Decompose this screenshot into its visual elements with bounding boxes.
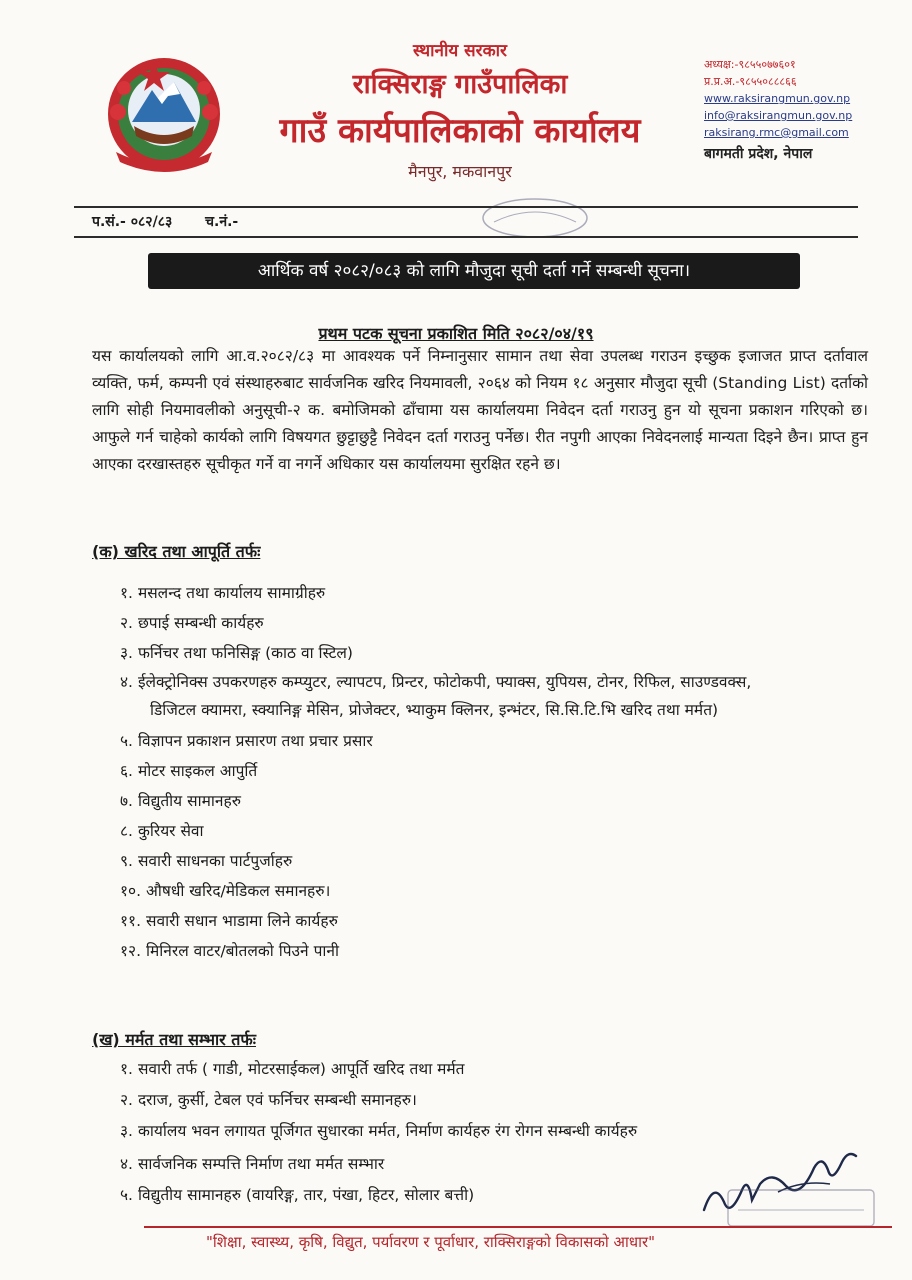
phone-chair: अध्यक्ष:-९८५५०७७६०१ <box>704 58 796 71</box>
item-text: विद्युतीय सामानहरु <box>137 792 241 810</box>
list-item <box>120 1116 637 1149</box>
published-date-text: प्रथम पटक सूचना प्रकाशित मिति २०८२/०४/१९ <box>318 324 594 343</box>
published-date <box>0 322 912 344</box>
item-number: १. <box>120 584 133 602</box>
notice-title-bar: आर्थिक वर्ष २०८२/०८३ को लागि मौजुदा सूची दर्ता गर्ने सम्बन्धी सूचना। <box>148 253 800 289</box>
list-item <box>120 906 751 936</box>
list-item <box>120 786 751 816</box>
office-location: मैनपुर, मकवानपुर <box>408 162 512 181</box>
item-number: ४. <box>120 1155 133 1173</box>
item-text: सवारी तर्फ ( गाडी, मोटरसाईकल) आपूर्ति खरिद तथा मर्मत <box>137 1060 465 1078</box>
list-item <box>120 668 751 726</box>
item-text: मोटर साइकल आपुर्ति <box>137 762 258 780</box>
reference-ps: प.सं.- ०८२/८३ <box>92 214 173 230</box>
item-text: सवारी साधनका पार्टपुर्जाहरु <box>137 852 293 870</box>
list-item <box>120 846 751 876</box>
list-item <box>120 638 751 668</box>
signature-stamp-icon <box>726 1186 876 1230</box>
item-number: ८. <box>120 822 133 840</box>
office-stamp-icon <box>480 196 590 240</box>
website-link[interactable]: www.raksirangmun.gov.np <box>704 92 851 105</box>
item-text: कुरियर सेवा <box>137 822 204 840</box>
item-text: ईलेक्ट्रोनिक्स उपकरणहरु कम्प्युटर, ल्यापटप, प्रिन्टर, फोटोकपी, फ्याक्स, युपियस, टोनर, रिफिल, साउण्डवक्स, <box>137 673 752 691</box>
reference-cn: च.नं.- <box>205 214 239 230</box>
item-text: सवारी सधान भाडामा लिने कार्यहरु <box>146 912 338 930</box>
list-item <box>120 726 751 756</box>
letterhead-title <box>240 38 680 188</box>
divider-bottom <box>74 236 858 238</box>
list-item <box>120 578 751 608</box>
contact-block <box>704 56 904 167</box>
intro-paragraph: यस कार्यालयको लागि आ.व.२०८२/८३ मा आवश्यक पर्ने निम्नानुसार सामान तथा सेवा उपलब्ध गराउन इच्छुक इजाजत प्राप्त दर्तावाल व्यक्ति, फर्म, कम्पनी एवं संस्थाहरुबाट सार्वजनिक खरिद नियमावली, २०६४ को नियम १८ अनुसार मौजुदा सूची (Standing List) दर्ताको लागि सोही नियमावलीको अनुसूची-२ क. बमोजिमको ढाँचामा यस कार्यालयमा निवेदन दर्ता गराउनु हुन यो सूचना प्रकाशन गरिएको छ। आफुले गर्न चाहेको कार्यको लागि विषयगत छुट्टाछुट्टै निवेदन दर्ता गराउनु पर्नेछ। रीत नपुगी आएका निवेदनलाई मान्यता दिइने छैन। प्राप्त हुन आएका दरखास्तहरु सूचीकृत गर्ने वा नगर्ने अधिकार यस कार्यालयमा सुरक्षित रहने छ। <box>92 347 868 473</box>
item-number: २. <box>120 614 133 632</box>
item-text: छपाई सम्बन्धी कार्यहरु <box>137 614 264 632</box>
item-number: ६. <box>120 762 133 780</box>
email-info-link[interactable]: info@raksirangmun.gov.np <box>704 109 853 122</box>
section-a-title: (क) खरिद तथा आपूर्ति तर्फः <box>92 542 261 561</box>
item-number: १२. <box>120 942 142 960</box>
list-item <box>120 1054 637 1085</box>
item-text-continued: डिजिटल क्यामरा, स्क्यानिङ्ग मेसिन, प्रोजेक्टर, भ्याकुम क्लिनर, इन्भंटर, सि.सि.टि.भि खरिद तथा मर्मत) <box>150 701 719 719</box>
email-rmc-link[interactable]: raksirang.rmc@gmail.com <box>704 126 849 139</box>
province: बागमती प्रदेश, नेपाल <box>704 146 813 162</box>
nepal-emblem-icon <box>96 52 232 174</box>
item-text: कार्यालय भवन लगायत पूर्जिगत सुधारका मर्मत, निर्माण कार्यहरु रंग रोगन सम्बन्धी कार्यहरु <box>137 1122 638 1140</box>
phone-cao: प्र.प्र.अ.-९८५५०८८८६६ <box>704 75 797 88</box>
item-number: १. <box>120 1060 133 1078</box>
item-number: ५. <box>120 732 133 750</box>
item-text: मसलन्द तथा कार्यालय सामाग्रीहरु <box>137 584 326 602</box>
item-text: विद्युतीय सामानहरु (वायरिङ्ग, तार, पंखा, हिटर, सोलार बत्ती) <box>137 1186 475 1204</box>
govt-level: स्थानीय सरकार <box>412 41 507 61</box>
item-text: विज्ञापन प्रकाशन प्रसारण तथा प्रचार प्रसार <box>137 732 373 750</box>
item-number: ९. <box>120 852 133 870</box>
section-a-list <box>120 578 751 966</box>
municipality-name: राक्सिराङ्ग गाउँपालिका <box>352 69 568 100</box>
list-item <box>120 1085 637 1116</box>
item-number: ३. <box>120 1122 133 1140</box>
item-number: २. <box>120 1091 133 1109</box>
item-text: सार्वजनिक सम्पत्ति निर्माण तथा मर्मत सम्भार <box>137 1155 385 1173</box>
item-number: ७. <box>120 792 133 810</box>
list-item <box>120 608 751 638</box>
office-name: गाउँ कार्यपालिकाको कार्यालय <box>279 111 641 151</box>
section-b-title: (ख) मर्मत तथा सम्भार तर्फः <box>92 1030 256 1049</box>
item-text: मिनिरल वाटर/बोतलको पिउने पानी <box>146 942 340 960</box>
item-number: ११. <box>120 912 142 930</box>
section-b-list <box>120 1054 637 1211</box>
footer-divider <box>144 1226 892 1228</box>
list-item <box>120 756 751 786</box>
list-item <box>120 1149 637 1180</box>
item-number: ५. <box>120 1186 133 1204</box>
list-item <box>120 816 751 846</box>
reference-row <box>92 212 238 231</box>
divider-top <box>74 206 858 208</box>
item-number: १०. <box>120 882 142 900</box>
item-text: औषधी खरिद/मेडिकल समानहरु। <box>146 882 331 900</box>
footer-slogan: "शिक्षा, स्वास्थ्य, कृषि, विद्युत, पर्यावरण र पूर्वाधार, राक्सिराङ्गको विकासको आधार" <box>206 1233 656 1251</box>
item-number: ४. <box>120 673 133 691</box>
list-item <box>120 876 751 906</box>
list-item <box>120 1180 637 1211</box>
item-text: दराज, कुर्सी, टेबल एवं फर्निचर सम्बन्धी समानहरु। <box>137 1091 417 1109</box>
item-text: फर्निचर तथा फनिसिङ्ग (काठ वा स्टिल) <box>137 644 353 662</box>
item-number: ३. <box>120 644 133 662</box>
list-item <box>120 936 751 966</box>
